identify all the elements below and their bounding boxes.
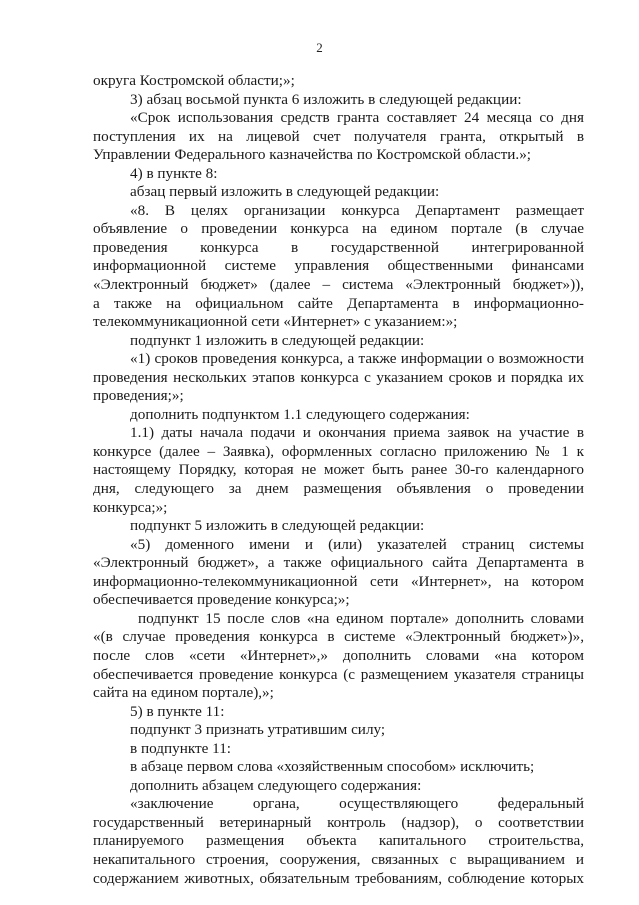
text-line: телекоммуникационной сети «Интернет» с указанием:»; [93,313,458,331]
text-line: а также на официальном сайте Департамента в информационно- [93,294,584,312]
document-body [93,72,584,888]
text-line: после слов «сети «Интернет»,» дополнить словами «на котором [93,646,584,664]
text-line: дополнить абзацем следующего содержания: [130,776,422,794]
text-line: 3) абзац восьмой пункта 6 изложить в следующей редакции: [130,90,522,108]
text-line: объявление о проведении конкурса на едином портале (в случае [93,220,584,238]
page-number: 2 [316,40,323,55]
text-line: обеспечивается проведение конкурса;»; [93,591,350,609]
text-line: поступления их на лицевой счет получателя гранта, открытый в [93,127,584,145]
text-line: 4) в пункте 8: [130,164,218,182]
text-line: 1.1) даты начала подачи и окончания приема заявок на участие в [130,424,584,442]
text-line: дня, следующего за днем размещения объявления о проведении [93,480,584,498]
text-line: «5) доменного имени и (или) указателей страниц системы [130,535,584,553]
text-line: проведения нескольких этапов конкурса с указанием сроков и порядка их [93,368,584,386]
text-line: Управлении Федерального казначейства по Костромской области.»; [93,146,532,164]
text-line: «8. В целях организации конкурса Департамент размещает [130,201,584,219]
text-line: 5) в пункте 11: [130,702,225,720]
text-line: содержанием животных, обязательным требованиям, соблюдение которых [93,869,584,887]
text-line: информационной системе управления общественными финансами [93,257,584,275]
text-line: конкурса;»; [93,498,168,516]
text-line: подпункт 1 изложить в следующей редакции: [130,331,425,349]
text-line: «Электронный бюджет», а также официального сайта Департамента в [93,554,584,572]
text-line: информационно-телекоммуникационной сети «Интернет», на котором [93,572,584,590]
text-line: некапитального строения, сооружения, связанных с выращиванием и [93,850,584,868]
text-line: округа Костромской области;»; [93,72,295,89]
text-line: «заключение органа, осуществляющего федеральный [130,795,584,813]
text-line: абзац первый изложить в следующей редакции: [130,183,440,201]
text-line: в абзаце первом слова «хозяйственным способом» исключить; [130,758,535,776]
text-line: подпункт 3 признать утратившим силу; [130,721,386,739]
text-line: проведения;»; [93,387,184,405]
text-line: конкурсе (далее – Заявка), оформленных согласно приложению № 1 к [93,442,584,460]
text-line: «(в случае проведения конкурса в системе «Электронный бюджет»)», [93,628,584,646]
text-line: настоящему Порядку, которая не может быть ранее 30-го календарного [93,461,584,479]
text-line: государственный ветеринарный контроль (надзор), о соответствии [93,813,584,831]
text-line: обеспечивается проведение конкурса (с размещением указателя страницы [93,665,584,683]
text-line: проведения конкурса в государственной интегрированной [93,238,584,256]
text-line: подпункт 5 изложить в следующей редакции: [130,517,425,535]
text-line: дополнить подпунктом 1.1 следующего содержания: [130,405,470,423]
text-line: «Электронный бюджет» (далее – система «Электронный бюджет»)), [93,276,584,294]
text-line: «Срок использования средств гранта составляет 24 месяца со дня [130,109,584,127]
text-line: «1) сроков проведения конкурса, а также информации о возможности [130,350,584,368]
text-line: подпункт 15 после слов «на едином портале» дополнить словами [138,609,584,627]
text-line: сайта на едином портале),»; [93,684,274,702]
text-line: в подпункте 11: [130,739,232,757]
text-line: планируемого размещения объекта капитального строительства, [93,832,584,850]
